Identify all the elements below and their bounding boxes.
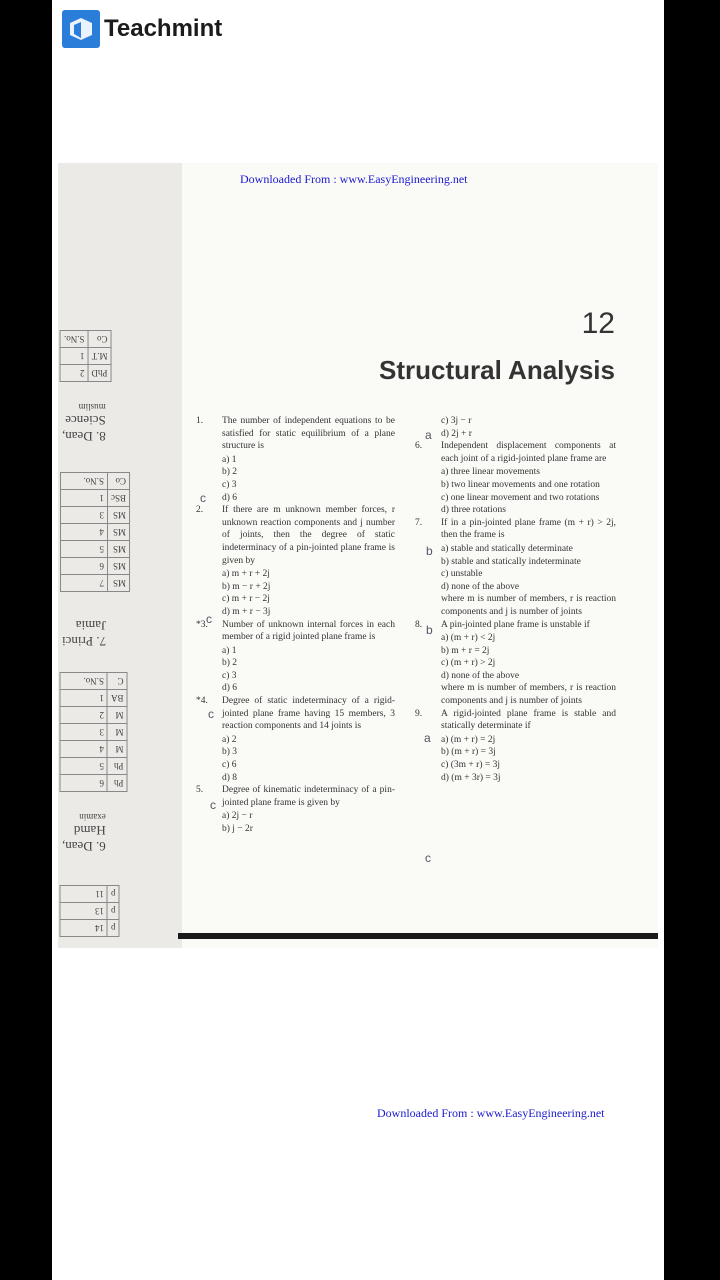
brand-name: Teachmint	[104, 15, 223, 42]
answer-mark: a	[425, 428, 432, 442]
side-table-top: PhD 2 M.T 1 Co S.No.	[60, 330, 112, 382]
question-2: 2. If there are m unknown member forces, r unknown reaction components and j number of joints, then the degree of static indeterminacy of a pin-jointed plane frame is given by a) m + r + 2j b) m − r + 2j c) m + r − 2j d) m + r − 3j	[196, 505, 395, 617]
answer-mark: c	[208, 707, 214, 721]
question-1: 1. The number of independent equations to be satisfied for static equilibrium of a plane structure is a) 1 b) 2 c) 3 d) 6	[196, 416, 395, 503]
question-5-continued: c) 3j − r d) 2j + r	[441, 416, 472, 439]
answer-mark: c	[210, 798, 216, 812]
question-6: 6. Independent displacement components at each joint of a rigid-jointed plane frame are a) three linear movements b) two linear movements and one rotation c) one linear movement and two rotations d) three rotations	[415, 441, 616, 516]
header-download-link[interactable]: Downloaded From : www.EasyEngineering.net	[240, 172, 468, 186]
page-edge-rule	[178, 933, 658, 939]
question-5: 5. Degree of kinematic indeterminacy of a pin-jointed plane frame is given by a) 2j − r b) j − 2r	[196, 785, 395, 834]
chapter-number: 12	[581, 307, 615, 340]
question-8: 8. A pin-jointed plane frame is unstable if a) (m + r) < 2j b) m + r = 2j c) (m + r) > 2j d) none of the above where m is number of members, r is reaction components and j is number of joints	[415, 619, 616, 707]
teachmint-logo-icon	[62, 10, 100, 48]
side-table-bottom: p 14 p 13 p 11	[60, 885, 120, 937]
side-table-low: Ph 6 Ph 5 M 4 M 3 M 2 BA 1 C S.No.	[60, 672, 128, 792]
answer-mark: c	[425, 851, 431, 865]
question-9: 9. A rigid-jointed plane frame is stable and statically determinate if a) (m + r) = 2j b) (m + r) = 3j c) (3m + r) = 3j d) (m + 3r) = 3j	[415, 708, 616, 783]
question-3: *3. Number of unknown internal forces in each member of a rigid jointed plane frame is a) 1 b) 2 c) 3 d) 6	[196, 619, 395, 694]
question-7: 7. If in a pin-jointed plane frame (m + r) > 2j, then the frame is a) stable and statically determinate b) stable and statically indeterminate c) unstable d) none of the above where m is number of members, r is reaction components and j is number of joints	[415, 517, 616, 617]
questions-right-column	[415, 415, 616, 784]
footer-download-link[interactable]: Downloaded From : www.EasyEngineering.net	[377, 1106, 605, 1120]
side-table-mid: MS 7 MS 6 MS 5 MS 4 MS 3 BSc 1 Co S.No.	[60, 472, 130, 592]
side-text-princ: 7. Princi Jamia	[62, 618, 107, 649]
answer-mark: b	[426, 544, 433, 558]
brand-bar[interactable]	[62, 10, 222, 48]
side-text-dean8: 8. Dean, Science muslim	[62, 402, 106, 444]
answer-mark: c	[200, 491, 206, 505]
side-text-dean6: 6. Dean, Hamd examin	[62, 812, 106, 854]
answer-mark: a	[424, 731, 431, 745]
questions-left-column	[196, 415, 395, 836]
answer-mark: c	[206, 612, 212, 626]
answer-mark: b	[426, 623, 433, 637]
question-4: *4. Degree of static indeterminacy of a rigid-jointed plane frame having 15 members, 3 reaction components and 14 joints is a) 2 b) 3 c) 6 d) 8	[196, 696, 395, 783]
chapter-title: Structural Analysis	[378, 355, 615, 385]
